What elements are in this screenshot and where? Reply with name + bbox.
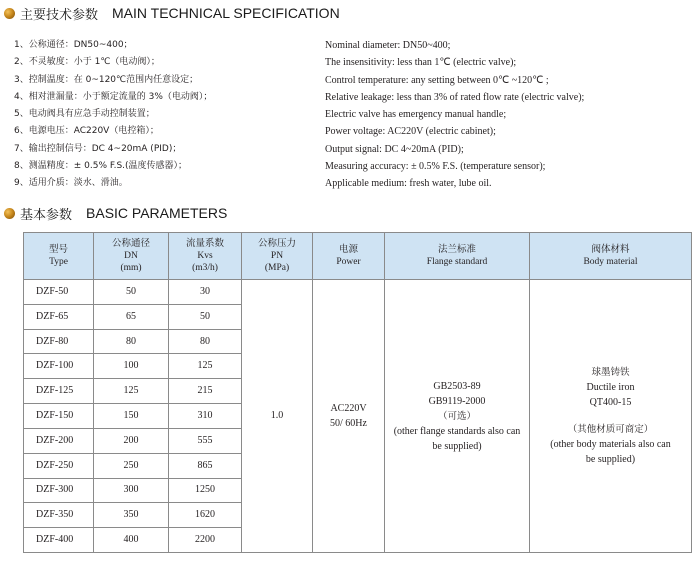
cell-pressure: 1.0: [242, 280, 313, 553]
header-dn: 公称通径 DN (mm): [94, 233, 169, 280]
cell-kvs: 215: [169, 379, 242, 404]
cell-type: DZF-150: [24, 404, 94, 429]
cell-type: DZF-100: [24, 354, 94, 379]
cell-dn: 150: [94, 404, 169, 429]
material-note1: (other body materials also can: [550, 439, 671, 450]
cell-power: [313, 280, 385, 553]
spec-list: [14, 37, 694, 193]
spec-item: [14, 123, 694, 140]
spec-cn: 5、电动阀具有应急手动控制装置；: [14, 109, 155, 120]
spec-item: [14, 141, 694, 158]
cell-kvs: 1620: [169, 503, 242, 528]
cell-type: DZF-80: [24, 329, 94, 354]
spec-item: [14, 54, 694, 71]
spec-en: Control temperature: any setting between 0℃ ~120℃ ;: [325, 74, 549, 86]
cell-kvs: 2200: [169, 528, 242, 553]
parameters-table: [23, 232, 692, 553]
spec-item: [14, 158, 694, 175]
table-row: [24, 280, 692, 305]
cell-type: DZF-300: [24, 478, 94, 503]
material-en: Ductile iron: [586, 382, 635, 393]
cell-kvs: 30: [169, 280, 242, 305]
spec-en: Power voltage: AC220V (electric cabinet);: [325, 126, 496, 138]
material-note2: be supplied): [585, 454, 636, 465]
tech-title-en: MAIN TECHNICAL SPECIFICATION: [112, 5, 340, 21]
spec-cn: 9、适用介质：淡水、滑油。: [14, 178, 128, 189]
material-cn: 球墨铸铁: [591, 367, 630, 378]
spec-cn: 1、公称通径：DN50~400；: [14, 40, 133, 50]
power-line1: AC220V: [330, 403, 367, 414]
basic-title-en: BASIC PARAMETERS: [86, 205, 228, 221]
table-header-row: [24, 233, 692, 280]
spec-cn: 6、电源电压：AC220V（电控箱）；: [14, 126, 159, 137]
cell-dn: 50: [94, 280, 169, 305]
spec-en: Relative leakage: less than 3% of rated flow rate (electric valve);: [325, 91, 585, 103]
cell-dn: 250: [94, 453, 169, 478]
spec-cn: 3、控制温度：在 0~120℃范围内任意设定；: [14, 74, 199, 85]
cell-kvs: 1250: [169, 478, 242, 503]
spec-en: Output signal: DC 4~20mA (PID);: [325, 143, 464, 155]
cell-kvs: 80: [169, 329, 242, 354]
flange-note2: be supplied): [432, 440, 482, 452]
spec-en: Electric valve has emergency manual handle;: [325, 109, 507, 121]
tech-title-cn: 主要技术参数: [20, 7, 99, 23]
basic-section-title: [4, 204, 227, 222]
cell-dn: 125: [94, 379, 169, 404]
spec-cn: 7、输出控制信号：DC 4~20mA (PID)；: [14, 143, 182, 154]
header-material: 阀体材料 Body material: [530, 233, 692, 280]
spec-item: [14, 37, 694, 54]
header-type: 型号 Type: [24, 233, 94, 280]
cell-kvs: 555: [169, 428, 242, 453]
cell-type: DZF-400: [24, 528, 94, 553]
cell-dn: 65: [94, 304, 169, 329]
flange-std1: GB2503-89: [433, 380, 481, 392]
flange-std2: GB9119-2000: [428, 395, 486, 407]
cell-material: [530, 280, 692, 553]
header-pn: 公称压力 PN (MPa): [242, 233, 313, 280]
cell-dn: 400: [94, 528, 169, 553]
cell-dn: 300: [94, 478, 169, 503]
header-flange: 法兰标准 Flange standard: [385, 233, 530, 280]
cell-kvs: 865: [169, 453, 242, 478]
header-kvs: 流量系数 Kvs (m3/h): [169, 233, 242, 280]
cell-type: DZF-50: [24, 280, 94, 305]
spec-item: [14, 89, 694, 106]
header-power: 电源 Power: [313, 233, 385, 280]
cell-dn: 80: [94, 329, 169, 354]
cell-kvs: 310: [169, 404, 242, 429]
spec-en: The insensitivity: less than 1℃ (electric valve);: [325, 57, 517, 69]
spec-en: Nominal diameter: DN50~400;: [325, 40, 451, 51]
cell-kvs: 50: [169, 304, 242, 329]
spec-en: Applicable medium: fresh water, lube oil.: [325, 178, 492, 190]
cell-type: DZF-200: [24, 428, 94, 453]
spec-cn: 2、不灵敏度：小于 1℃（电动阀）；: [14, 57, 160, 68]
cell-flange: [385, 280, 530, 553]
spec-en: Measuring accuracy: ± 0.5% F.S. (temperature sensor);: [325, 161, 546, 173]
spec-item: [14, 106, 694, 123]
bullet-icon: [4, 8, 15, 19]
cell-type: DZF-250: [24, 453, 94, 478]
power-line2: 50/ 60Hz: [330, 418, 367, 429]
cell-type: DZF-65: [24, 304, 94, 329]
cell-dn: 100: [94, 354, 169, 379]
material-note-cn: （其他材质可商定）: [567, 424, 654, 435]
material-grade: QT400-15: [589, 397, 632, 408]
spec-item: [14, 72, 694, 89]
cell-type: DZF-125: [24, 379, 94, 404]
flange-optional: （可选）: [437, 410, 476, 422]
cell-kvs: 125: [169, 354, 242, 379]
cell-dn: 200: [94, 428, 169, 453]
bullet-icon: [4, 208, 15, 219]
spec-cn: 8、测温精度：± 0.5% F.S.(温度传感器）；: [14, 161, 188, 172]
basic-title-cn: 基本参数: [20, 207, 73, 223]
spec-cn: 4、相对泄漏量：小于额定流量的 3%（电动阀）；: [14, 91, 213, 102]
cell-dn: 350: [94, 503, 169, 528]
spec-item: [14, 175, 694, 192]
flange-note1: (other flange standards also can: [393, 425, 521, 437]
cell-type: DZF-350: [24, 503, 94, 528]
tech-section-title: [4, 4, 340, 22]
